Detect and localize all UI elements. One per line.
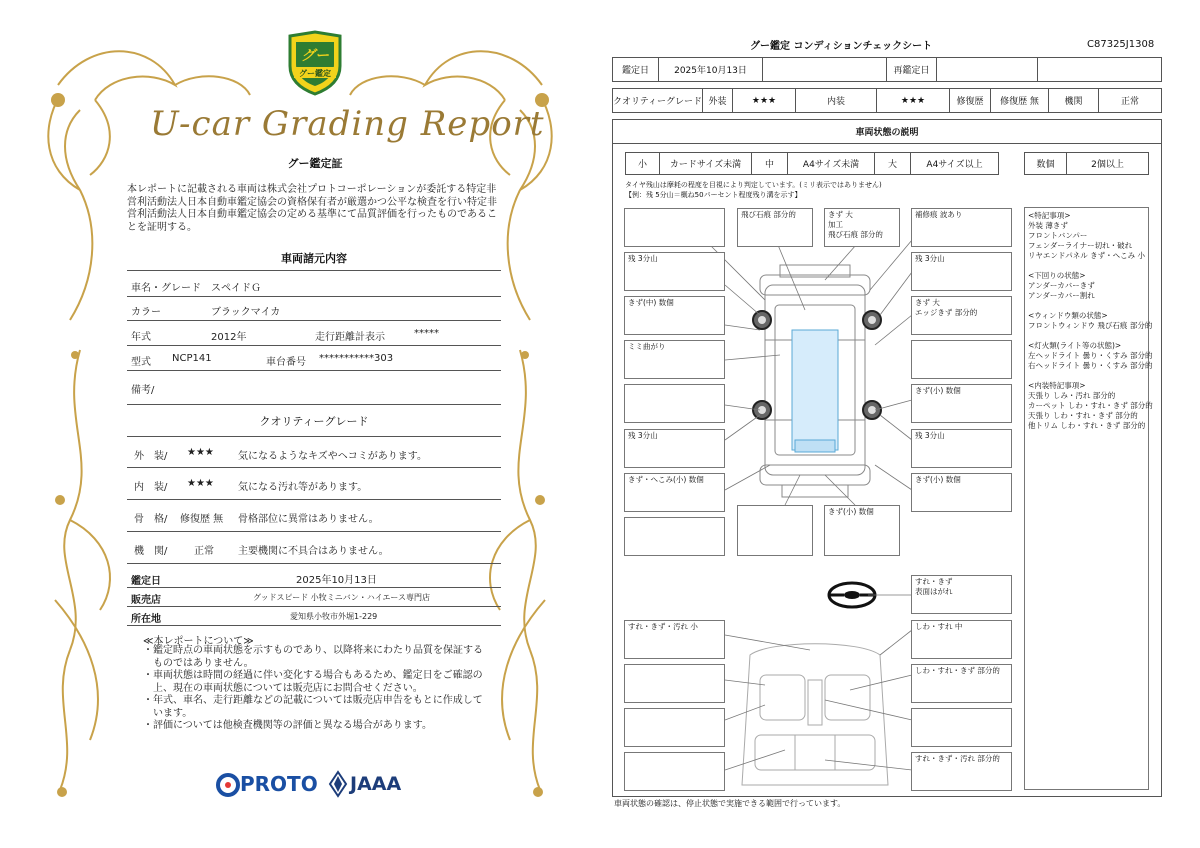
interior-note-box: すれ・きず・汚れ 小 xyxy=(624,620,725,659)
quality-engine-comment: 主要機関に不具合はありません。 xyxy=(238,546,389,557)
mileage-label: 走行距離計表示 xyxy=(315,332,385,343)
exterior-label-cell: 外装 xyxy=(702,88,733,113)
store-value: グッドスピード 小牧ミニバン・ハイエース専門店 xyxy=(253,593,431,602)
note-line: 天張り しみ・汚れ 部分的 xyxy=(1028,391,1116,400)
legend-medium-desc: A4サイズ未満 xyxy=(787,152,875,175)
jaaa-logo-text: JAAA xyxy=(350,773,402,795)
quality-exterior-label: 外 装/ xyxy=(134,451,168,462)
exterior-note-box: きず(中) 数個 xyxy=(624,296,725,335)
note-line xyxy=(1028,301,1145,311)
redate-blank-cell xyxy=(1037,57,1162,82)
note-line: アンダーカバー割れ xyxy=(1028,291,1095,300)
tire-note-1: タイヤ残山は摩耗の程度を目視により判定しています。(ミリ表示ではありません) xyxy=(625,181,882,189)
address-value: 愛知県小牧市外堀1-229 xyxy=(290,612,378,621)
exterior-note-box: きず(小) 数個 xyxy=(911,473,1012,512)
proto-logo-icon xyxy=(215,772,241,798)
note-line: 左ヘッドライト 曇り・くすみ 部分的 xyxy=(1028,351,1153,360)
date-value-cell: 2025年10月13日 xyxy=(658,57,763,82)
redate-label-cell: 再鑑定日 xyxy=(886,57,937,82)
note-line: 他トリム しわ・すれ・きず 部分的 xyxy=(1028,421,1146,430)
note-line: 外装 薄きず xyxy=(1028,221,1068,230)
notice-item: ・ 評価については他検査機関等の評価と異なる場合があります。 xyxy=(143,720,432,731)
chassis-label: 車台番号 xyxy=(266,357,306,368)
notice-item: ・ 年式、車名、走行距離などの記載については販売店申告をもとに作成しています。 xyxy=(143,695,483,719)
quality-frame-grade: 修復歴 無 xyxy=(180,514,224,525)
exterior-note-box xyxy=(911,340,1012,379)
note-line: <下回りの状態> xyxy=(1028,271,1086,280)
sheet-code: C87325J1308 xyxy=(1087,39,1155,50)
interior-label-cell: 内装 xyxy=(795,88,877,113)
exterior-note-box: 残 3分山 xyxy=(911,252,1012,291)
interior-note-box: しわ・すれ 中 xyxy=(911,620,1012,659)
address-label: 所在地 xyxy=(131,614,161,625)
quality-label-cell: クオリティーグレード xyxy=(612,88,703,113)
goo-kantei-badge-icon xyxy=(286,30,344,96)
certificate-heading: グー鑑定証 xyxy=(287,157,343,170)
exterior-note-box: 残 3分山 xyxy=(624,252,725,291)
notice-item: ・ 車両状態は時間の経過に伴い変化する場合もあるため、鑑定日をご確認の上、現在の車両状態については販売店にお問合せください。 xyxy=(143,670,483,694)
condition-check-sheet xyxy=(600,0,1200,848)
legend-large: 大 xyxy=(874,152,911,175)
note-line xyxy=(1028,261,1145,271)
exterior-note-box xyxy=(624,384,725,423)
repair-label-cell: 修復歴 xyxy=(949,88,991,113)
quality-interior-label: 内 装/ xyxy=(134,482,168,493)
note-line xyxy=(1028,371,1145,381)
quality-exterior-grade: ★★★ xyxy=(187,447,214,458)
special-notes-panel xyxy=(1024,207,1153,790)
exterior-note-box xyxy=(624,517,725,556)
remarks-label: 備考/ xyxy=(131,385,155,396)
svg-text:グー鑑定: グー鑑定 xyxy=(299,69,331,78)
chassis-value: ***********303 xyxy=(319,353,394,364)
engine-label-cell: 機関 xyxy=(1048,88,1099,113)
note-line: フェンダーライナー切れ・破れ xyxy=(1028,241,1133,250)
car-name-value: スペイドＧ xyxy=(211,283,261,294)
interior-note-box: すれ・きず・汚れ 部分的 xyxy=(911,752,1012,791)
quality-frame-label: 骨 格/ xyxy=(134,514,168,525)
legend-large-desc: A4サイズ以上 xyxy=(910,152,999,175)
exterior-note-box: きず・へこみ(小) 数個 xyxy=(624,473,725,512)
note-line: リヤエンドパネル きず・へこみ 小 xyxy=(1028,251,1145,260)
interior-note-box xyxy=(624,708,725,747)
jaaa-logo-icon xyxy=(328,770,348,798)
date-label-cell: 鑑定日 xyxy=(612,57,659,82)
note-line: フロントバンパー xyxy=(1028,231,1088,240)
exterior-note-box xyxy=(737,505,813,556)
note-line: カーペット しわ・すれ・きず 部分的 xyxy=(1028,401,1153,410)
quality-interior-grade: ★★★ xyxy=(187,478,214,489)
exterior-note-box: ミミ曲がり xyxy=(624,340,725,379)
interior-note-box xyxy=(911,708,1012,747)
interior-note-box: しわ・すれ・きず 部分的 xyxy=(911,664,1012,703)
date-label: 鑑定日 xyxy=(131,576,161,587)
engine-value-cell: 正常 xyxy=(1098,88,1162,113)
interior-value-cell: ★★★ xyxy=(876,88,950,113)
quality-engine-label: 機 関/ xyxy=(134,546,168,557)
sheet-footer: 車両状態の確認は、停止状態で実施できる範囲で行っています。 xyxy=(614,799,846,808)
date-blank-cell xyxy=(762,57,887,82)
quality-frame-comment: 骨格部位に異常はありません。 xyxy=(238,514,379,525)
exterior-note-box: 飛び石痕 部分的 xyxy=(737,208,813,247)
car-name-label: 車名・グレード xyxy=(131,283,201,294)
note-line: アンダーカバーきず xyxy=(1028,281,1095,290)
exterior-note-box: きず(小) 数個 xyxy=(911,384,1012,423)
repair-value-cell: 修復歴 無 xyxy=(990,88,1049,113)
model-value: NCP141 xyxy=(172,353,212,364)
note-line: <灯火類(ライト等の状態)> xyxy=(1028,341,1122,350)
quality-engine-grade: 正常 xyxy=(194,546,214,557)
color-label: カラー xyxy=(131,307,161,318)
exterior-note-box: きず(小) 数個 xyxy=(824,505,900,556)
exterior-note-box: 補修痕 波あり xyxy=(911,208,1012,247)
proto-logo-text: PROTO xyxy=(240,772,318,796)
legend-count: 数個 xyxy=(1024,152,1067,175)
tire-note-2: 【例：残 5分山＝概ね50パーセント程度残り溝を示す】 xyxy=(625,191,802,199)
quality-interior-comment: 気になる汚れ等があります。 xyxy=(238,482,368,493)
model-label: 型式 xyxy=(131,357,151,368)
exterior-note-box: 残 3分山 xyxy=(624,429,725,468)
notice-list xyxy=(143,645,488,733)
legend-count-desc: 2個以上 xyxy=(1066,152,1149,175)
certificate-intro: 本レポートに記載される車両は株式会社プロトコーポレーションが委託する特定非営利活動法人日本自動車鑑定協会の資格保有者が厳選かつ公平な検査を行い特定非営利活動法人日本自動車鑑定協会の定める基準にて品質評価を行ったものであることを証明する。 xyxy=(127,184,497,233)
interior-note-box xyxy=(624,664,725,703)
note-line: 右ヘッドライト 曇り・くすみ 部分的 xyxy=(1028,361,1153,370)
exterior-note-box xyxy=(624,208,725,247)
interior-note-box xyxy=(624,752,725,791)
note-line: 天張り しわ・すれ・きず 部分的 xyxy=(1028,411,1138,420)
legend-small: 小 xyxy=(625,152,660,175)
date-value: 2025年10月13日 xyxy=(296,575,377,586)
interior-note-box: すれ・きず 表面はがれ xyxy=(911,575,1012,614)
report-script-title: U-car Grading Report xyxy=(150,104,545,144)
sheet-title: グー鑑定 コンディションチェックシート xyxy=(750,41,933,52)
mileage-value: ***** xyxy=(414,328,439,339)
condition-heading: 車両状態の説明 xyxy=(612,119,1162,144)
note-line: フロントウィンドウ 飛び石痕 部分的 xyxy=(1028,321,1153,330)
svg-text:グー: グー xyxy=(301,48,329,64)
exterior-note-box: きず 大 加工 飛び石痕 部分的 xyxy=(824,208,900,247)
exterior-note-box: きず 大 エッジきず 部分的 xyxy=(911,296,1012,335)
note-line: <ウィンドウ類の状態> xyxy=(1028,311,1108,320)
redate-value-cell xyxy=(936,57,1038,82)
exterior-value-cell: ★★★ xyxy=(732,88,796,113)
note-line: <内装特記事項> xyxy=(1028,381,1086,390)
store-label: 販売店 xyxy=(131,595,161,606)
notice-item: ・ 鑑定時点の車両状態を示すものであり、以降将来にわたり品質を保証するものではありません。 xyxy=(143,645,483,669)
quality-heading: クオリティーグレード xyxy=(259,415,369,428)
quality-exterior-comment: 気になるようなキズやヘコミがあります。 xyxy=(238,451,427,462)
specs-heading: 車両諸元内容 xyxy=(281,252,347,265)
legend-small-desc: カードサイズ未満 xyxy=(659,152,752,175)
year-label: 年式 xyxy=(131,332,151,343)
notice-heading: ≪本レポートについて≫ xyxy=(143,636,254,647)
year-value: 2012年 xyxy=(211,332,247,343)
color-value: ブラックマイカ xyxy=(211,307,281,318)
note-line: <特記事項> xyxy=(1028,211,1071,220)
legend-medium: 中 xyxy=(751,152,788,175)
note-line xyxy=(1028,331,1145,341)
exterior-note-box: 残 3分山 xyxy=(911,429,1012,468)
